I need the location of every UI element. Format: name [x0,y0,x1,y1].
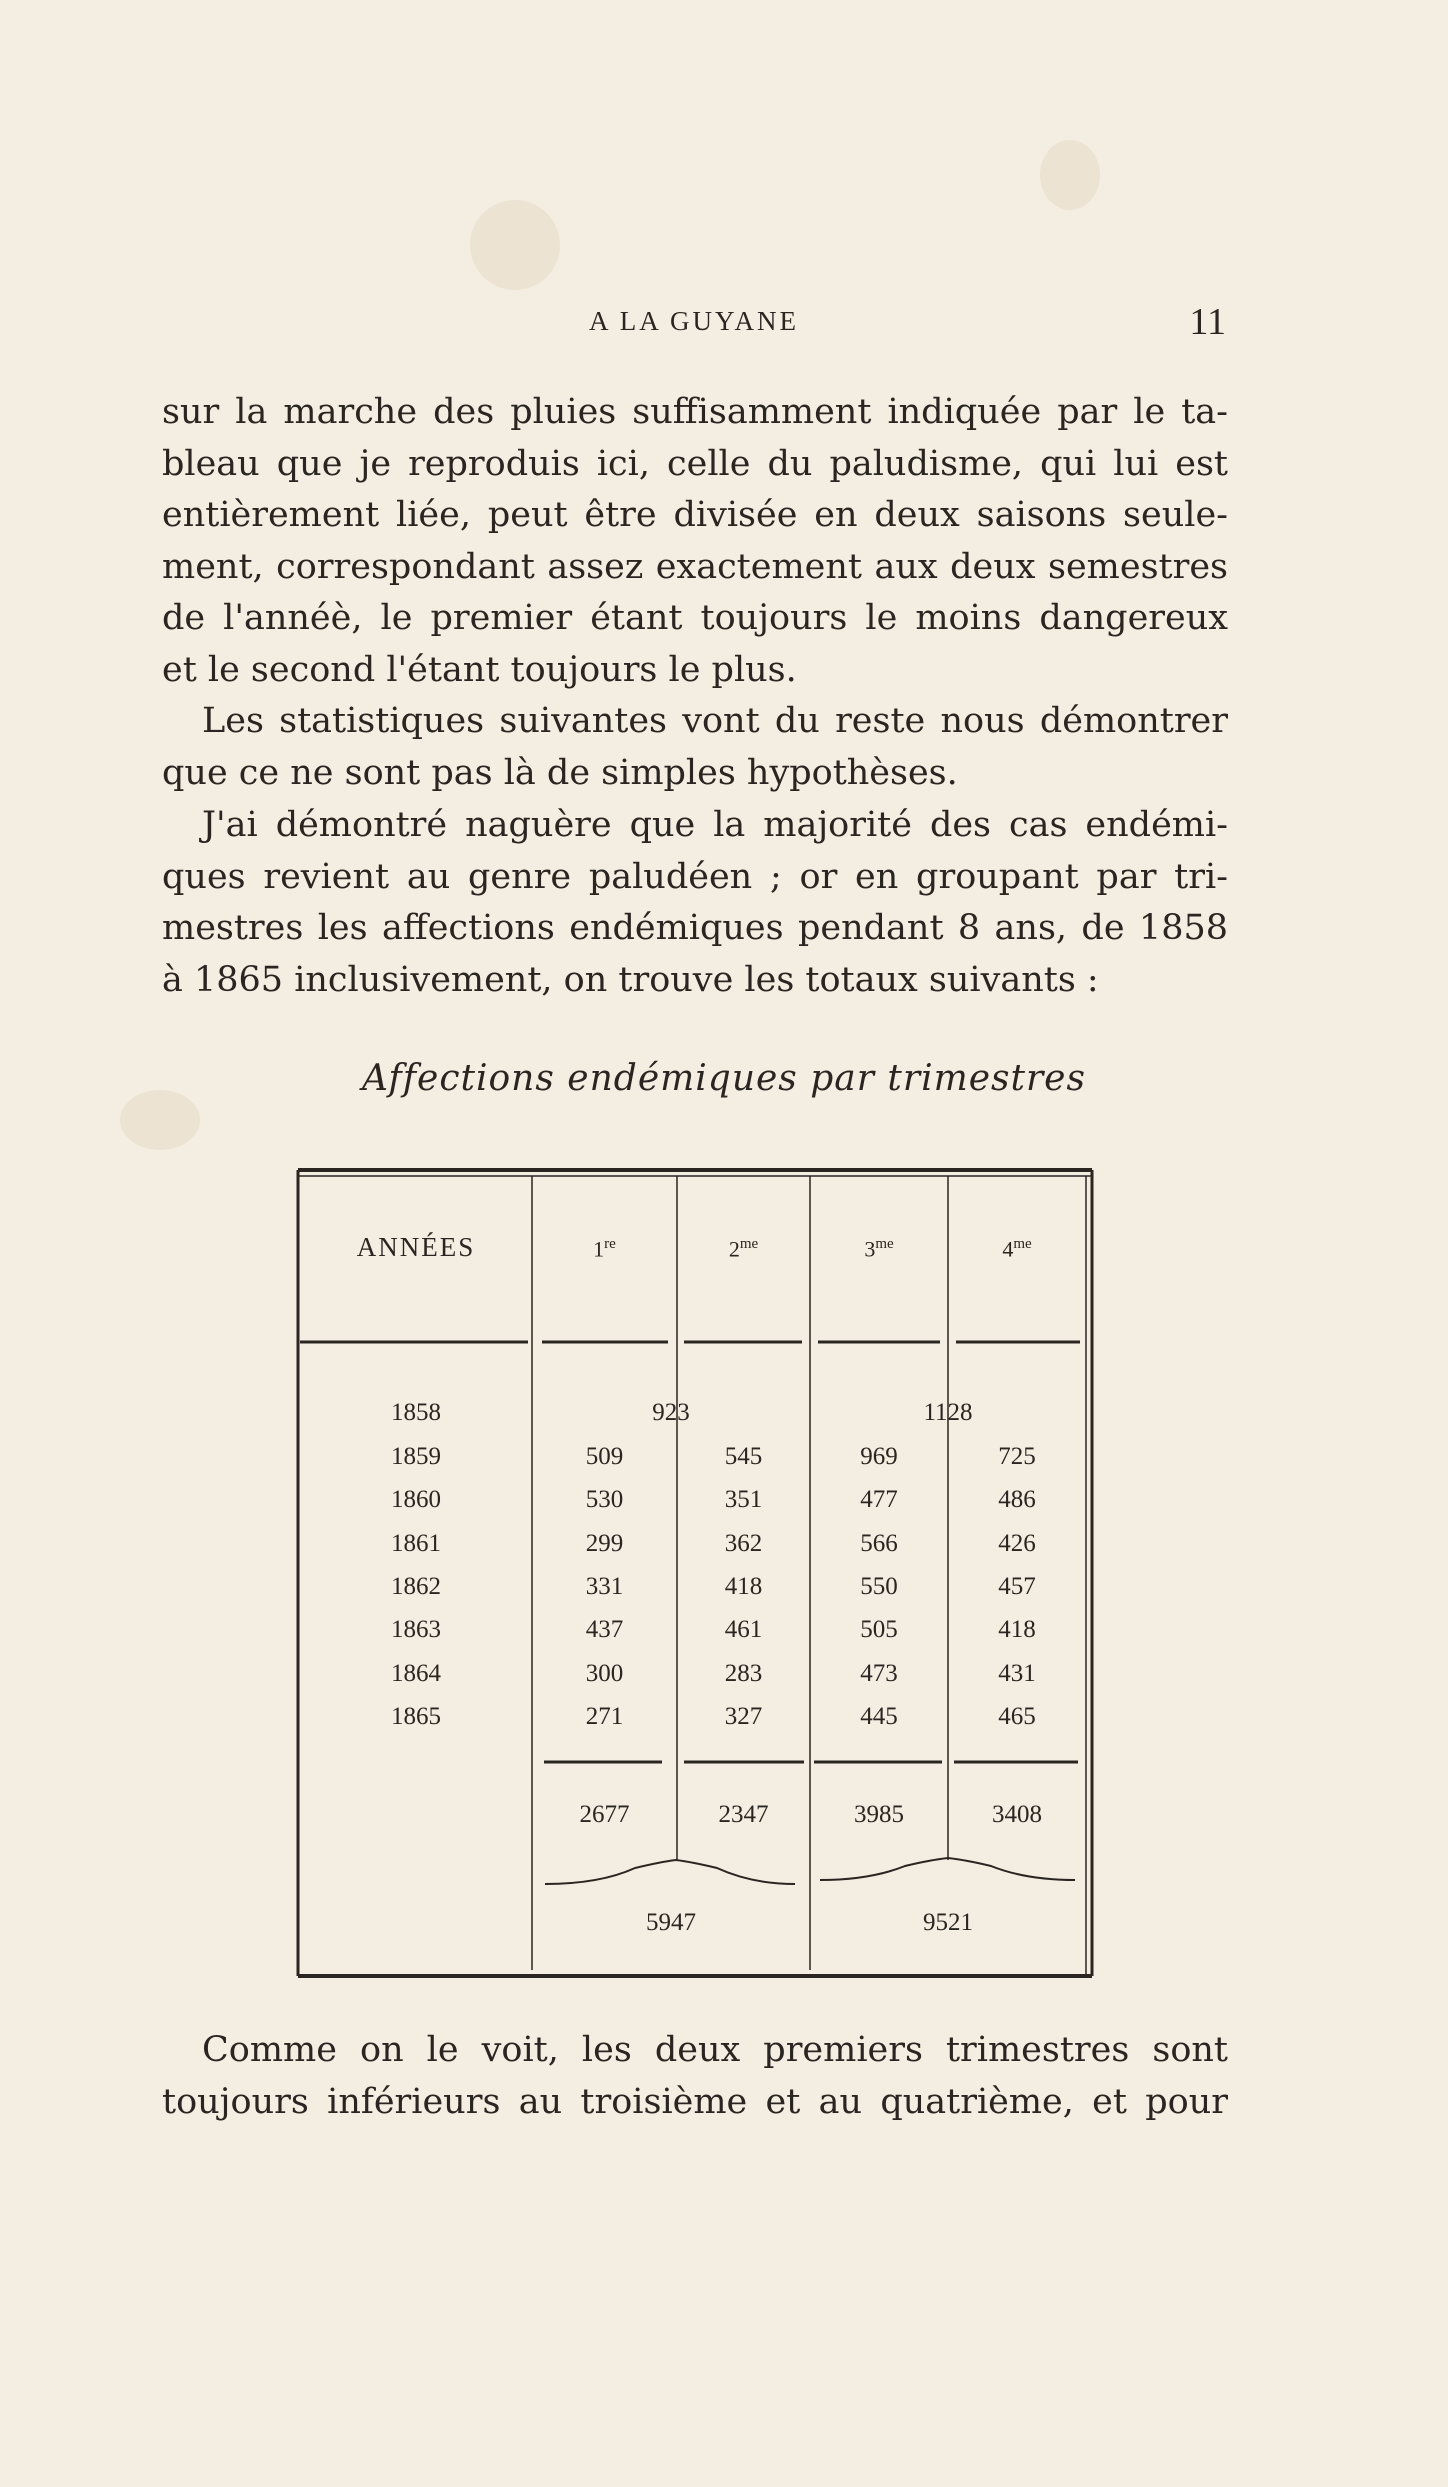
total-q4: 3408 [992,1801,1042,1828]
value-cell-q2: 418 [724,1572,763,1600]
header-q3: $3^{me}$ [864,1236,894,1262]
year-cell: 1864 [391,1659,441,1687]
value-cell-q4: 426 [998,1529,1036,1557]
second-semester-total: 9521 [923,1909,973,1936]
value-cell-q2: 351 [724,1486,763,1514]
year-cell: 1861 [391,1529,441,1557]
value-cell-q1: 530 [585,1486,624,1514]
value-cell-q2: 283 [724,1659,763,1687]
value-cell-q4: 431 [998,1659,1036,1687]
value-cell-q1: 271 [585,1702,624,1730]
value-cell-q3: 969 [860,1443,898,1470]
header-q4: $4^{me}$ [1002,1236,1032,1262]
text-line: à 1865 inclusivement, on trouve les totaux suivants : [162,959,1099,1000]
text-line: mestres les affections endémiques pendant 8 ans, de 1858 [162,908,1228,948]
value-cell-q3: 445 [860,1702,898,1730]
paragraph-4 [162,2025,1228,2128]
text-line: J'ai démontré naguère que la majorité des cas endémi- [202,805,1228,845]
value-cell-q4: 418 [998,1616,1036,1644]
value-cell-q4: 486 [998,1486,1036,1514]
total-q2: 2347 [718,1801,769,1828]
first-semester-total: 5947 [646,1909,696,1936]
text-line: que ce ne sont pas là de simples hypothèses. [162,752,958,793]
year-cell: 1860 [391,1486,441,1514]
value-cell-q2: 327 [724,1702,763,1730]
text-line: bleau que je reproduis ici, celle du paludisme, qui lui est [162,443,1228,484]
text-line: sur la marche des pluies suffisamment indiquée par le ta- [162,392,1228,432]
text-line: ment, correspondant assez exactement aux deux semestres [162,546,1228,587]
header-q2: $2^{me}$ [728,1236,759,1262]
value-cell-q1: 300 [585,1659,624,1687]
year-cell: 1862 [391,1572,441,1600]
year-cell: 1859 [391,1443,441,1470]
second-semester-1858: 1128 [923,1399,973,1426]
year-cell: 1858 [391,1399,441,1426]
year-cell: 1865 [391,1702,441,1730]
value-cell-q1: 509 [585,1443,624,1470]
value-cell-q4: 725 [998,1443,1036,1470]
value-cell-q4: 465 [998,1702,1036,1730]
table-caption: Affections endémiques par trimestres [362,1058,1086,1099]
text-line: et le second l'étant toujours le plus. [162,649,797,690]
value-cell-q1: 331 [585,1572,624,1600]
value-cell-q3: 477 [860,1486,898,1514]
header-q1: 1re [593,1236,616,1262]
text-line: ques revient au genre paludéen ; or en groupant par tri- [162,856,1228,897]
value-cell-q3: 505 [860,1616,898,1644]
text-line: toujours inférieurs au troisième et au quatrième, et pour [162,2081,1228,2122]
value-cell-q1: 299 [585,1529,624,1557]
header-years: ANNÉES [356,1232,476,1262]
value-cell-q2: 461 [724,1616,763,1644]
text-line: de l'annéè, le premier étant toujours le moins dangereux [162,598,1228,638]
value-cell-q2: 362 [724,1529,763,1557]
value-cell-q3: 566 [860,1529,898,1557]
page-number: 11 [1189,301,1226,343]
year-cell: 1863 [391,1616,441,1644]
value-cell-q4: 457 [998,1572,1036,1600]
text-line: entièrement liée, peut être divisée en deux saisons seule- [162,495,1228,535]
total-q1: 2677 [579,1801,630,1828]
value-cell-q1: 437 [585,1616,624,1644]
total-q3: 3985 [854,1801,904,1828]
text-line: Les statistiques suivantes vont du reste nous démontrer [202,701,1228,741]
value-cell-q2: 545 [724,1443,763,1470]
value-cell-q3: 473 [860,1659,898,1687]
running-title: A LA GUYANE [588,306,799,336]
text-line: Comme on le voit, les deux premiers trimestres sont [202,2030,1228,2070]
first-semester-1858: 923 [652,1399,690,1426]
value-cell-q3: 550 [860,1572,898,1600]
